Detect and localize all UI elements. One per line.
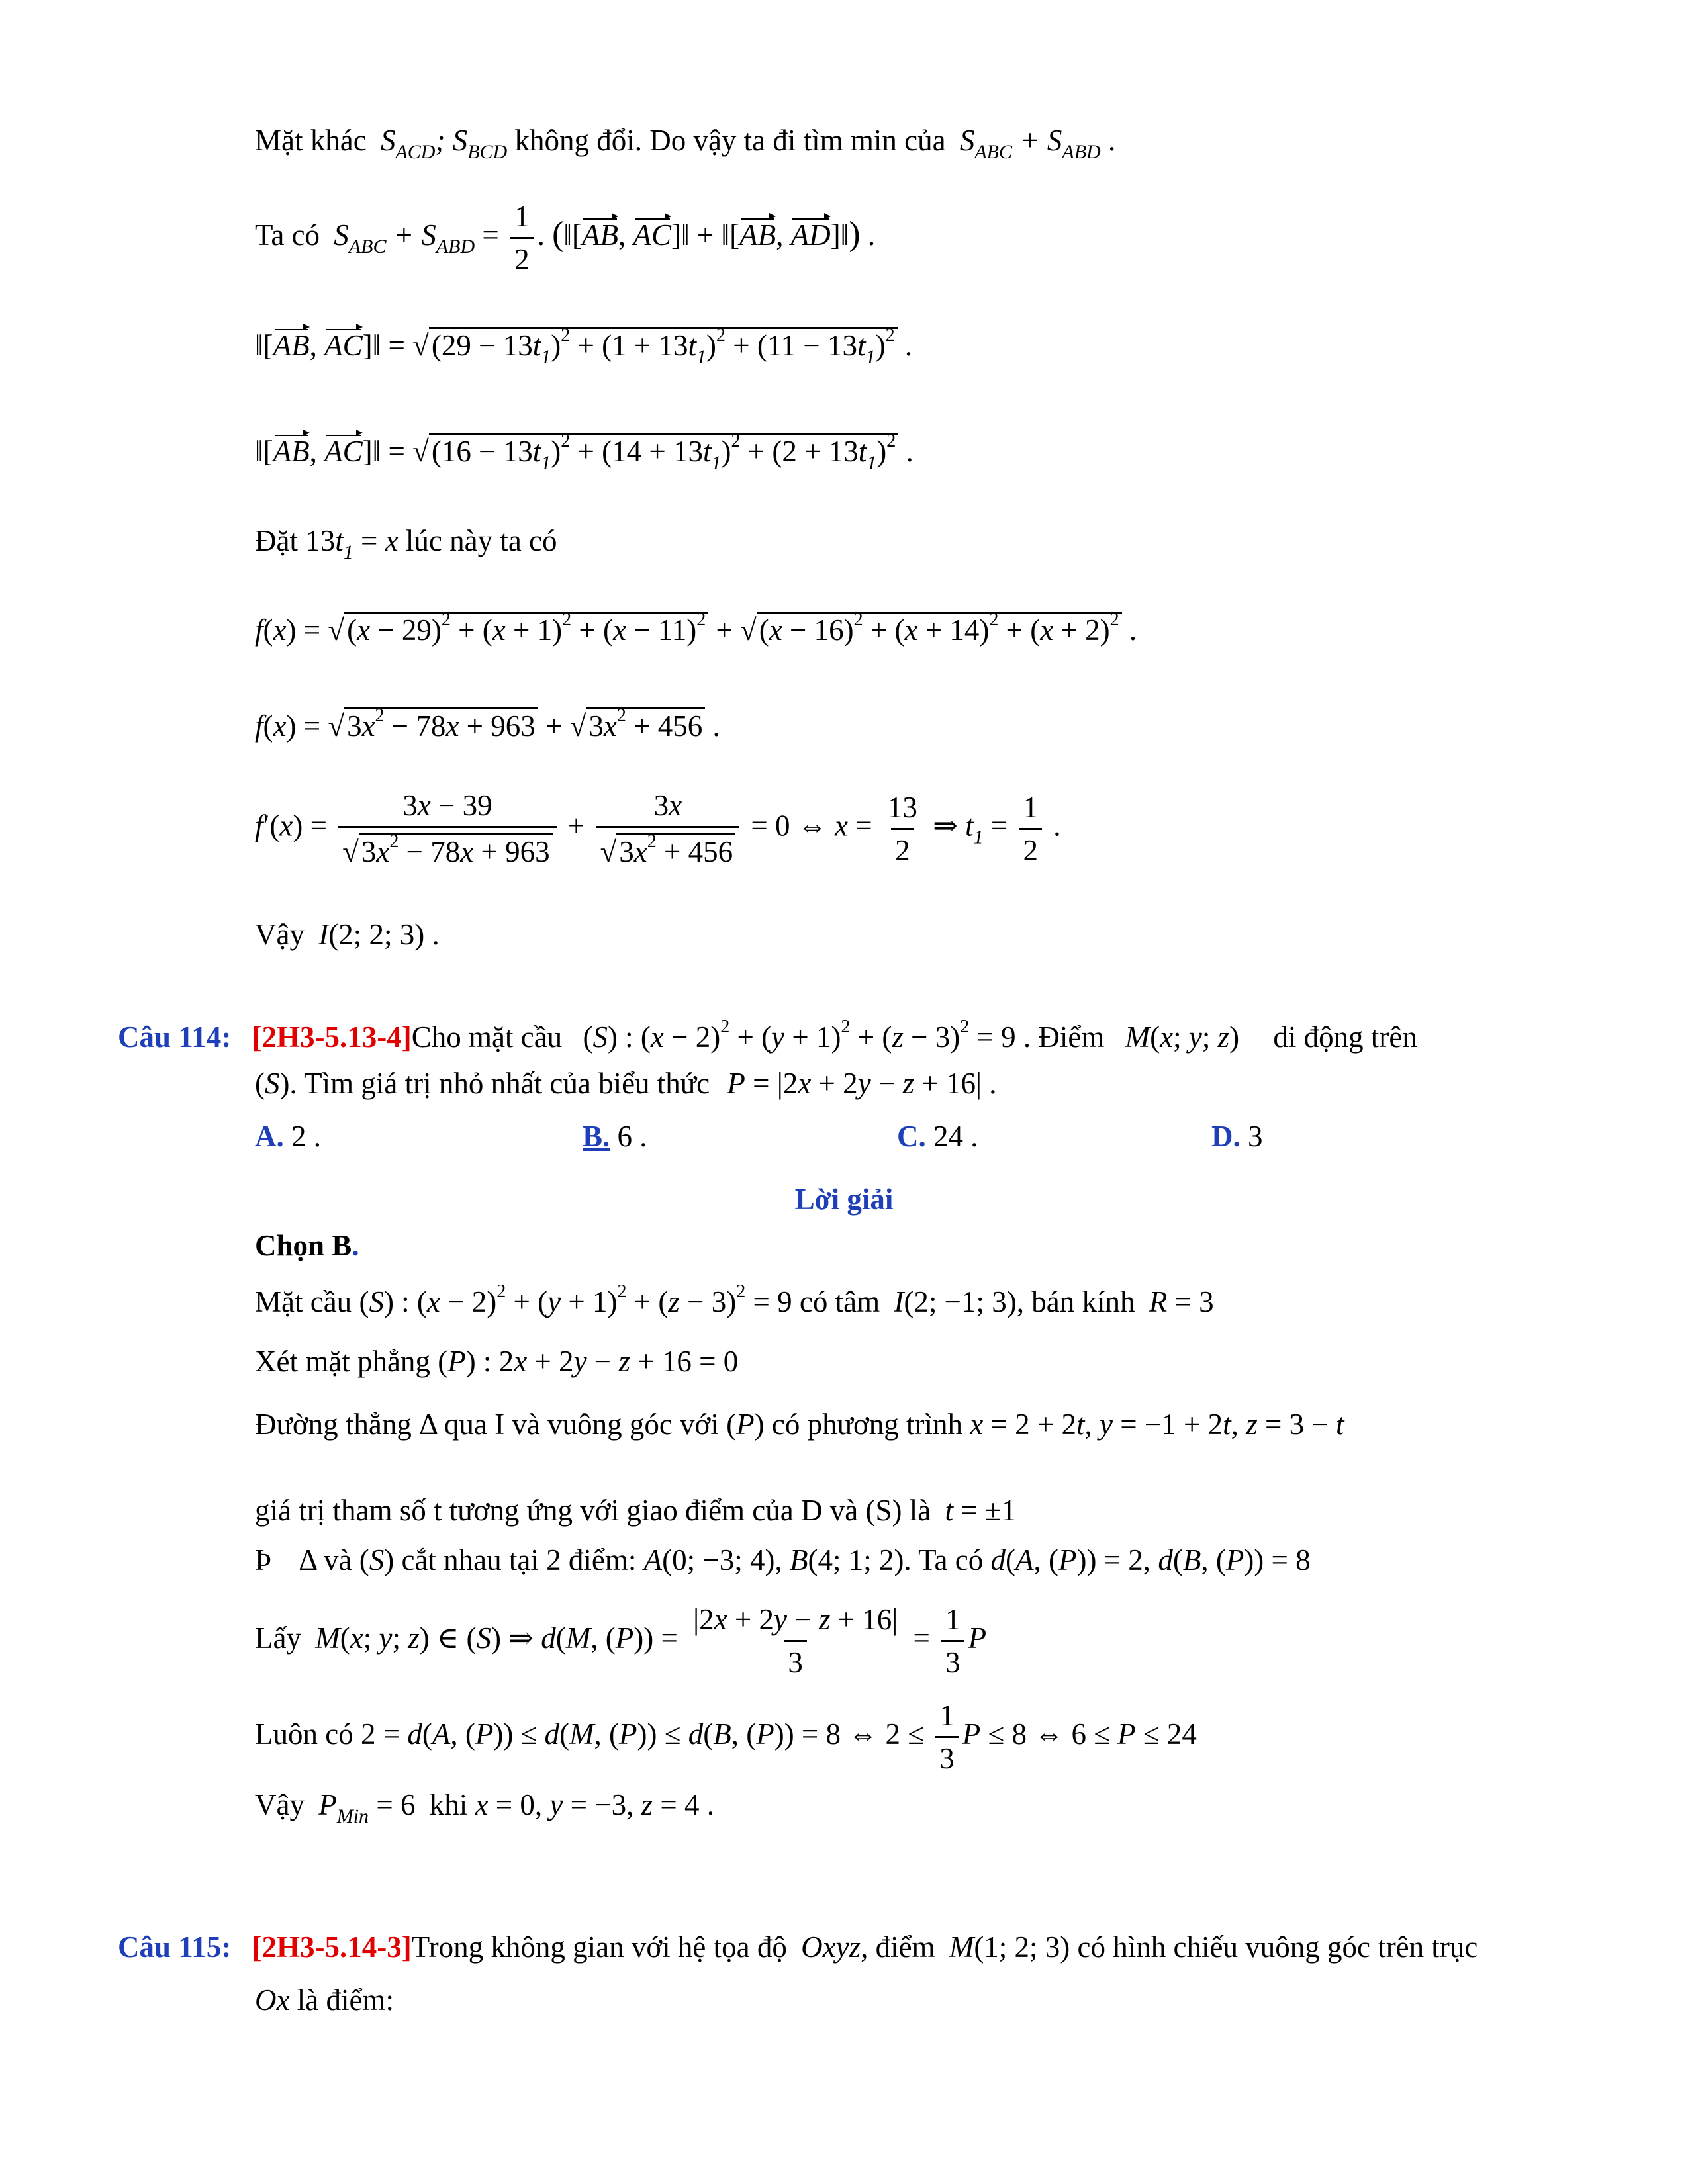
solution-line-4: giá trị tham số t tương ứng với giao điểm của D và (S) là t = ±1 (255, 1494, 1017, 1527)
option-c[interactable]: C. 24 . (897, 1120, 978, 1153)
option-d[interactable]: D. 3 (1211, 1120, 1263, 1153)
line-fprime: f′(x) = $\frac{3x - 39}{√3x^2 - 78x + 963}$ + $\frac{3x}{√3x^2 + 456}$ = 0 ⇔ x = $\frac{13}{2}$ ⇒ $t_1$ = $\frac{1}{2}$ . (255, 789, 1061, 868)
question-114-line2: (S). Tìm giá trị nhỏ nhất của biểu thức P = |2x + 2y − z + 16| . (255, 1067, 997, 1100)
solution-line-6: Lấy M(x; y; z) ∈ (S) ⇒ d(M, (P)) = $\frac{|2x + 2y - z + 16|}{3}$ = $\frac{1}{3}$ P (255, 1603, 987, 1679)
option-a[interactable]: A. 2 . (255, 1120, 321, 1153)
option-b[interactable]: B. 6 . (583, 1120, 647, 1153)
line-fx-2: $f(x) = √3x^2 - 78x + 963 + √3x^2 + 456$ . (255, 705, 720, 743)
choose-answer: Chọn B. (255, 1229, 359, 1262)
line-fx-1: $f(x) = √(x - 29)^2 + (x + 1)^2 + (x - 11)^2 + √(x - 16)^2 + (x + 14)^2 + (x + 2)^2$ . (255, 610, 1137, 647)
line-dat: Đặt $13t_1 = x$ lúc này ta có (255, 524, 557, 563)
line-norm-2: ‖[AB, AC]‖ = $√(16 - 13t_1)^2 + (14 + 13t_1)^2 + (2 + 13t_1)^2$ . (255, 431, 914, 474)
solution-line-8: Vậy $P_{Min} = 6$ khi x = 0, y = −3, z = 4 . (255, 1788, 714, 1827)
solution-line-5: Þ Δ và (S) cắt nhau tại 2 điểm: A(0; −3; 4), B(4; 1; 2). Ta có d(A, (P)) = 2, d(B, (P)) = 8 (255, 1543, 1311, 1576)
line-vay-i: Vậy I(2; 2; 3) . (255, 918, 440, 951)
question-tag: [2H3-5.14-3] (252, 1931, 412, 1964)
line-norm-1: ‖[AB, AC]‖ = $√(29 - 13t_1)^2 + (1 + 13t_1)^2 + (11 - 13t_1)^2$ . (255, 325, 913, 368)
question-115-line2: Ox là điểm: (255, 1983, 394, 2017)
question-tag: [2H3-5.13-4] (252, 1021, 412, 1054)
solution-line-1: Mặt cầu (S) : $(x - 2)^2 + (y + 1)^2 + (z - 3)^2 = 9$ có tâm I(2; −1; 3), bán kính R = 3 (255, 1281, 1214, 1318)
solution-line-7: Luôn có 2 = d(A, (P)) ≤ d(M, (P)) ≤ d(B, (P)) = 8 ⇔ 2 ≤ $\frac{1}{3}$ P ≤ 8 ⇔ 6 ≤ P ≤ 24 (255, 1699, 1197, 1775)
question-114: Câu 114: [2H3-5.13-4]Cho mặt cầu (S) : $(x - 2)^2 + (y + 1)^2 + (z - 3)^2 = 9$ . Điểm M(x; y; z) di động trên (118, 1017, 1417, 1054)
line-mat-khac: Mặt khác $S_{ACD}$; $S_{BCD}$ không đổi. Do vậy ta đi tìm min của $S_{ABC} + S_{ABD}$ . (255, 124, 1116, 163)
solution-line-3: Đường thẳng Δ qua I và vuông góc với (P) có phương trình x = 2 + 2t, y = −1 + 2t, z = 3 − t (255, 1408, 1344, 1441)
solution-line-2: Xét mặt phẳng (P) : 2x + 2y − z + 16 = 0 (255, 1345, 739, 1378)
question-115: Câu 115: [2H3-5.14-3]Trong không gian với hệ tọa độ Oxyz, điểm M(1; 2; 3) có hình chiếu vuông góc trên trục (118, 1931, 1478, 1964)
line-ta-co: Ta có $S_{ABC} + S_{ABD}$ = $\frac{1}{2}$ . (‖[AB, AC]‖ + ‖[AB, AD]‖) . (255, 200, 876, 276)
solution-title: Lời giải (794, 1183, 894, 1216)
question-label: Câu 115: (118, 1931, 232, 1964)
question-label: Câu 114: (118, 1021, 232, 1054)
